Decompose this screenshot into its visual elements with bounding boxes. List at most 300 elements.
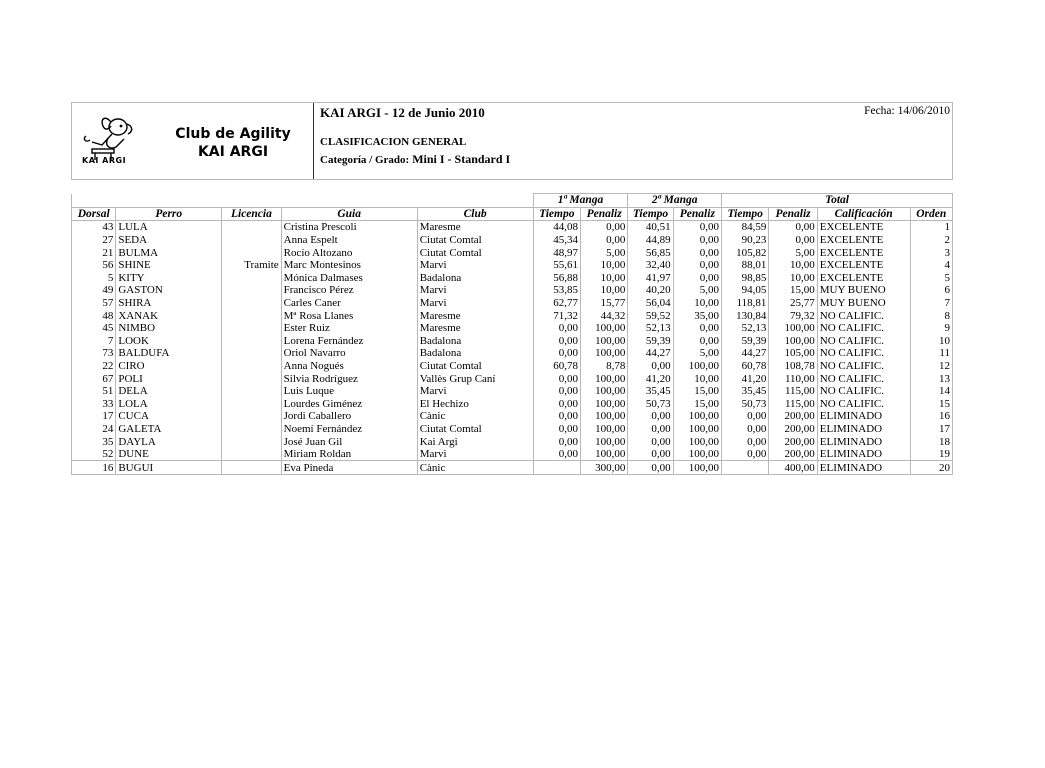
cell-club: Ciutat Comtal xyxy=(417,360,533,373)
cell-calificacion: EXCELENTE xyxy=(817,259,910,272)
cell-penaliz2: 10,00 xyxy=(673,372,721,385)
cell-guia: Ester Ruiz xyxy=(281,322,417,335)
cell-perro: LOLA xyxy=(116,398,222,411)
cell-guia: Silvia Rodríguez xyxy=(281,372,417,385)
cell-penaliz2: 100,00 xyxy=(673,410,721,423)
col-header-penaliz-total: Penaliz xyxy=(769,207,817,221)
col-header-tiempo-total: Tiempo xyxy=(722,207,769,221)
cell-orden: 4 xyxy=(910,259,953,272)
cell-tiempo1: 56,88 xyxy=(533,272,580,285)
cell-guia: Oriol Navarro xyxy=(281,347,417,360)
cell-dorsal: 16 xyxy=(72,461,116,475)
cell-penaliz2: 100,00 xyxy=(673,435,721,448)
cell-penaliz2: 100,00 xyxy=(673,461,721,475)
cell-tiempo-total: 84,59 xyxy=(722,221,769,234)
cell-guia: Mónica Dalmases xyxy=(281,272,417,285)
cell-orden: 7 xyxy=(910,297,953,310)
cell-club: El Hechizo xyxy=(417,398,533,411)
cell-orden: 17 xyxy=(910,423,953,436)
cell-penaliz1: 100,00 xyxy=(580,398,627,411)
cell-guia: Mª Rosa Llanes xyxy=(281,309,417,322)
cell-tiempo1: 48,97 xyxy=(533,246,580,259)
cell-penaliz-total: 200,00 xyxy=(769,410,817,423)
cell-tiempo-total: 0,00 xyxy=(722,435,769,448)
cell-licencia xyxy=(222,410,281,423)
cell-dorsal: 21 xyxy=(72,246,116,259)
cell-guia: Luis Luque xyxy=(281,385,417,398)
cell-licencia xyxy=(222,360,281,373)
cell-perro: DAYLA xyxy=(116,435,222,448)
cell-tiempo2: 0,00 xyxy=(628,448,673,461)
cell-dorsal: 24 xyxy=(72,423,116,436)
cell-penaliz1: 100,00 xyxy=(580,410,627,423)
table-row xyxy=(72,410,953,423)
cell-dorsal: 73 xyxy=(72,347,116,360)
table-row xyxy=(72,284,953,297)
cell-perro: BALDUFA xyxy=(116,347,222,360)
cell-penaliz1: 100,00 xyxy=(580,423,627,436)
report-subtitle: CLASIFICACION GENERAL xyxy=(320,136,467,148)
cell-tiempo2: 0,00 xyxy=(628,360,673,373)
cell-calificacion: NO CALIFIC. xyxy=(817,360,910,373)
cell-club: Marvi xyxy=(417,259,533,272)
cell-calificacion: NO CALIFIC. xyxy=(817,398,910,411)
cell-dorsal: 22 xyxy=(72,360,116,373)
category-line xyxy=(320,152,510,167)
cell-licencia xyxy=(222,423,281,436)
cell-penaliz-total: 79,32 xyxy=(769,309,817,322)
cell-penaliz1: 10,00 xyxy=(580,259,627,272)
cell-penaliz-total: 110,00 xyxy=(769,372,817,385)
cell-orden: 9 xyxy=(910,322,953,335)
cell-club: Marvi xyxy=(417,297,533,310)
cell-penaliz-total: 0,00 xyxy=(769,234,817,247)
cell-licencia xyxy=(222,385,281,398)
cell-dorsal: 48 xyxy=(72,309,116,322)
cell-penaliz-total: 400,00 xyxy=(769,461,817,475)
cell-tiempo2: 40,51 xyxy=(628,221,673,234)
col-header-tiempo2: Tiempo xyxy=(628,207,673,221)
cell-calificacion: ELIMINADO xyxy=(817,423,910,436)
cell-tiempo-total: 90,23 xyxy=(722,234,769,247)
table-row xyxy=(72,335,953,348)
table-row xyxy=(72,297,953,310)
cell-tiempo1 xyxy=(533,461,580,475)
group-header-blank xyxy=(72,194,534,208)
cell-penaliz-total: 15,00 xyxy=(769,284,817,297)
cell-penaliz1: 10,00 xyxy=(580,284,627,297)
cell-perro: LULA xyxy=(116,221,222,234)
cell-penaliz1: 100,00 xyxy=(580,322,627,335)
cell-tiempo-total xyxy=(722,461,769,475)
cell-penaliz2: 0,00 xyxy=(673,272,721,285)
cell-guia: Lourdes Giménez xyxy=(281,398,417,411)
cell-licencia xyxy=(222,309,281,322)
cell-penaliz2: 5,00 xyxy=(673,347,721,360)
cell-penaliz1: 100,00 xyxy=(580,385,627,398)
table-row xyxy=(72,398,953,411)
cell-perro: SEDA xyxy=(116,234,222,247)
cell-tiempo-total: 118,81 xyxy=(722,297,769,310)
results-table xyxy=(71,193,953,475)
cell-tiempo1: 0,00 xyxy=(533,372,580,385)
cell-penaliz-total: 115,00 xyxy=(769,398,817,411)
cell-club: Marvi xyxy=(417,284,533,297)
cell-penaliz2: 10,00 xyxy=(673,297,721,310)
cell-tiempo2: 44,27 xyxy=(628,347,673,360)
cell-dorsal: 49 xyxy=(72,284,116,297)
table-row xyxy=(72,221,953,234)
cell-tiempo-total: 44,27 xyxy=(722,347,769,360)
cell-tiempo2: 32,40 xyxy=(628,259,673,272)
cell-tiempo1: 0,00 xyxy=(533,322,580,335)
cell-penaliz1: 300,00 xyxy=(580,461,627,475)
cell-orden: 10 xyxy=(910,335,953,348)
cell-licencia xyxy=(222,272,281,285)
cell-licencia xyxy=(222,234,281,247)
cell-calificacion: MUY BUENO xyxy=(817,297,910,310)
results-body xyxy=(72,221,953,475)
cell-perro: NIMBO xyxy=(116,322,222,335)
cell-tiempo-total: 41,20 xyxy=(722,372,769,385)
cell-calificacion: EXCELENTE xyxy=(817,221,910,234)
cell-tiempo1: 0,00 xyxy=(533,398,580,411)
cell-calificacion: NO CALIFIC. xyxy=(817,335,910,348)
cell-penaliz2: 5,00 xyxy=(673,284,721,297)
cell-dorsal: 27 xyxy=(72,234,116,247)
cell-penaliz2: 0,00 xyxy=(673,221,721,234)
cell-dorsal: 51 xyxy=(72,385,116,398)
table-row xyxy=(72,246,953,259)
cell-perro: SHIRA xyxy=(116,297,222,310)
cell-orden: 11 xyxy=(910,347,953,360)
date-label: Fecha: xyxy=(864,105,895,117)
cell-tiempo-total: 94,05 xyxy=(722,284,769,297)
group-header-manga1: 1ª Manga xyxy=(533,194,628,208)
cell-penaliz1: 100,00 xyxy=(580,347,627,360)
table-row xyxy=(72,360,953,373)
cell-licencia xyxy=(222,347,281,360)
cell-orden: 18 xyxy=(910,435,953,448)
cell-penaliz2: 0,00 xyxy=(673,259,721,272)
cell-licencia xyxy=(222,398,281,411)
cell-calificacion: ELIMINADO xyxy=(817,448,910,461)
col-header-perro: Perro xyxy=(116,207,222,221)
cell-penaliz-total: 10,00 xyxy=(769,272,817,285)
cell-licencia xyxy=(222,297,281,310)
cell-licencia xyxy=(222,322,281,335)
cell-club: Vallès Grup Caní xyxy=(417,372,533,385)
cell-calificacion: ELIMINADO xyxy=(817,410,910,423)
cell-tiempo1: 62,77 xyxy=(533,297,580,310)
cell-dorsal: 52 xyxy=(72,448,116,461)
cell-penaliz2: 100,00 xyxy=(673,360,721,373)
cell-tiempo2: 44,89 xyxy=(628,234,673,247)
cell-dorsal: 17 xyxy=(72,410,116,423)
cell-tiempo1: 0,00 xyxy=(533,335,580,348)
report-header xyxy=(71,102,953,180)
cell-penaliz-total: 200,00 xyxy=(769,448,817,461)
cell-tiempo2: 35,45 xyxy=(628,385,673,398)
cell-perro: KITY xyxy=(116,272,222,285)
cell-club: Cànic xyxy=(417,410,533,423)
cell-penaliz-total: 100,00 xyxy=(769,335,817,348)
cell-penaliz2: 100,00 xyxy=(673,423,721,436)
cell-guia: Eva Pineda xyxy=(281,461,417,475)
cell-tiempo1: 0,00 xyxy=(533,410,580,423)
cell-tiempo2: 0,00 xyxy=(628,435,673,448)
cell-club: Ciutat Comtal xyxy=(417,246,533,259)
table-row xyxy=(72,309,953,322)
table-row xyxy=(72,347,953,360)
table-row xyxy=(72,423,953,436)
col-header-guia: Guia xyxy=(281,207,417,221)
col-header-licencia: Licencia xyxy=(222,207,281,221)
cell-club: Maresme xyxy=(417,309,533,322)
cell-tiempo-total: 0,00 xyxy=(722,410,769,423)
table-row xyxy=(72,322,953,335)
cell-perro: POLI xyxy=(116,372,222,385)
cell-penaliz1: 44,32 xyxy=(580,309,627,322)
cell-penaliz-total: 105,00 xyxy=(769,347,817,360)
cell-penaliz-total: 100,00 xyxy=(769,322,817,335)
cell-tiempo2: 59,52 xyxy=(628,309,673,322)
table-row xyxy=(72,448,953,461)
cell-tiempo2: 50,73 xyxy=(628,398,673,411)
cell-tiempo2: 56,85 xyxy=(628,246,673,259)
col-header-club: Club xyxy=(417,207,533,221)
cell-calificacion: NO CALIFIC. xyxy=(817,372,910,385)
cell-guia: Anna Espelt xyxy=(281,234,417,247)
cell-penaliz1: 10,00 xyxy=(580,272,627,285)
table-row xyxy=(72,435,953,448)
cell-tiempo-total: 88,01 xyxy=(722,259,769,272)
cell-club: Marvi xyxy=(417,448,533,461)
cell-penaliz2: 15,00 xyxy=(673,385,721,398)
cell-penaliz1: 0,00 xyxy=(580,234,627,247)
cell-orden: 2 xyxy=(910,234,953,247)
cell-licencia xyxy=(222,372,281,385)
cell-orden: 5 xyxy=(910,272,953,285)
cell-tiempo2: 40,20 xyxy=(628,284,673,297)
cell-orden: 16 xyxy=(910,410,953,423)
cell-penaliz1: 100,00 xyxy=(580,372,627,385)
date-value: 14/06/2010 xyxy=(897,105,950,117)
cell-tiempo2: 0,00 xyxy=(628,461,673,475)
cell-penaliz1: 100,00 xyxy=(580,335,627,348)
cell-tiempo1: 71,32 xyxy=(533,309,580,322)
cell-club: Badalona xyxy=(417,272,533,285)
cell-penaliz2: 0,00 xyxy=(673,335,721,348)
cell-tiempo-total: 59,39 xyxy=(722,335,769,348)
cell-tiempo2: 0,00 xyxy=(628,410,673,423)
cell-penaliz-total: 10,00 xyxy=(769,259,817,272)
cell-calificacion: ELIMINADO xyxy=(817,461,910,475)
cell-penaliz-total: 200,00 xyxy=(769,423,817,436)
cell-dorsal: 57 xyxy=(72,297,116,310)
col-header-tiempo1: Tiempo xyxy=(533,207,580,221)
cell-penaliz2: 35,00 xyxy=(673,309,721,322)
cell-tiempo-total: 0,00 xyxy=(722,448,769,461)
cell-dorsal: 67 xyxy=(72,372,116,385)
club-logo-box xyxy=(72,103,314,179)
report-date xyxy=(864,105,950,117)
cell-penaliz2: 0,00 xyxy=(673,322,721,335)
cell-perro: CIRO xyxy=(116,360,222,373)
cell-licencia xyxy=(222,246,281,259)
cell-orden: 1 xyxy=(910,221,953,234)
cell-guia: Miriam Roldan xyxy=(281,448,417,461)
table-row xyxy=(72,234,953,247)
cell-tiempo1: 53,85 xyxy=(533,284,580,297)
cell-calificacion: NO CALIFIC. xyxy=(817,309,910,322)
cell-licencia xyxy=(222,221,281,234)
cell-penaliz2: 100,00 xyxy=(673,448,721,461)
cell-calificacion: NO CALIFIC. xyxy=(817,322,910,335)
cell-guia: Cristina Prescoli xyxy=(281,221,417,234)
logo-text: KAI ARGI xyxy=(82,156,127,165)
event-title: KAI ARGI - 12 de Junio 2010 xyxy=(320,105,485,120)
cell-club: Ciutat Comtal xyxy=(417,234,533,247)
cell-perro: DUNE xyxy=(116,448,222,461)
group-header-total: Total xyxy=(722,194,953,208)
cell-penaliz-total: 5,00 xyxy=(769,246,817,259)
cell-penaliz1: 8,78 xyxy=(580,360,627,373)
group-header-row xyxy=(72,194,953,208)
cell-perro: LOOK xyxy=(116,335,222,348)
cell-dorsal: 33 xyxy=(72,398,116,411)
table-row xyxy=(72,259,953,272)
cell-guia: José Juan Gil xyxy=(281,435,417,448)
cell-perro: GASTON xyxy=(116,284,222,297)
cell-dorsal: 43 xyxy=(72,221,116,234)
cell-orden: 8 xyxy=(910,309,953,322)
cell-calificacion: EXCELENTE xyxy=(817,246,910,259)
cell-licencia xyxy=(222,335,281,348)
cell-tiempo2: 41,20 xyxy=(628,372,673,385)
col-header-penaliz2: Penaliz xyxy=(673,207,721,221)
cell-dorsal: 7 xyxy=(72,335,116,348)
cell-orden: 20 xyxy=(910,461,953,475)
cell-guia: Marc Montesinos xyxy=(281,259,417,272)
group-header-manga2: 2ª Manga xyxy=(628,194,722,208)
cell-club: Maresme xyxy=(417,322,533,335)
cell-club: Cànic xyxy=(417,461,533,475)
col-header-calificacion: Calificación xyxy=(817,207,910,221)
cell-tiempo1: 0,00 xyxy=(533,423,580,436)
cell-guia: Francisco Pérez xyxy=(281,284,417,297)
cell-tiempo-total: 35,45 xyxy=(722,385,769,398)
col-header-dorsal: Dorsal xyxy=(72,207,116,221)
cell-perro: BULMA xyxy=(116,246,222,259)
cell-tiempo1: 55,61 xyxy=(533,259,580,272)
cell-tiempo2: 56,04 xyxy=(628,297,673,310)
cell-perro: XANAK xyxy=(116,309,222,322)
cell-club: Maresme xyxy=(417,221,533,234)
cell-calificacion: NO CALIFIC. xyxy=(817,347,910,360)
cell-perro: BUGUI xyxy=(116,461,222,475)
cell-guia: Rocío Altozano xyxy=(281,246,417,259)
table-row xyxy=(72,385,953,398)
cell-tiempo-total: 130,84 xyxy=(722,309,769,322)
cell-licencia xyxy=(222,284,281,297)
cell-tiempo-total: 50,73 xyxy=(722,398,769,411)
cell-tiempo2: 52,13 xyxy=(628,322,673,335)
cell-tiempo-total: 0,00 xyxy=(722,423,769,436)
cell-tiempo-total: 98,85 xyxy=(722,272,769,285)
cell-penaliz1: 100,00 xyxy=(580,435,627,448)
cell-club: Badalona xyxy=(417,335,533,348)
cell-penaliz1: 100,00 xyxy=(580,448,627,461)
cell-orden: 12 xyxy=(910,360,953,373)
cell-dorsal: 35 xyxy=(72,435,116,448)
cell-orden: 13 xyxy=(910,372,953,385)
cell-tiempo-total: 52,13 xyxy=(722,322,769,335)
table-row xyxy=(72,461,953,475)
cell-licencia xyxy=(222,461,281,475)
cell-tiempo-total: 60,78 xyxy=(722,360,769,373)
cell-perro: GALETA xyxy=(116,423,222,436)
cell-penaliz1: 15,77 xyxy=(580,297,627,310)
cell-dorsal: 5 xyxy=(72,272,116,285)
cell-club: Kai Argi xyxy=(417,435,533,448)
col-header-penaliz1: Penaliz xyxy=(580,207,627,221)
cell-calificacion: ELIMINADO xyxy=(817,435,910,448)
category-value: Mini I - Standard I xyxy=(412,152,511,166)
cell-penaliz2: 15,00 xyxy=(673,398,721,411)
cell-penaliz-total: 108,78 xyxy=(769,360,817,373)
cell-orden: 6 xyxy=(910,284,953,297)
cell-club: Badalona xyxy=(417,347,533,360)
cell-perro: CUCA xyxy=(116,410,222,423)
cell-penaliz-total: 115,00 xyxy=(769,385,817,398)
cell-tiempo2: 41,97 xyxy=(628,272,673,285)
cell-calificacion: NO CALIFIC. xyxy=(817,385,910,398)
cell-penaliz-total: 200,00 xyxy=(769,435,817,448)
cell-tiempo2: 59,39 xyxy=(628,335,673,348)
category-label: Categoría / Grado: xyxy=(320,154,410,166)
cell-guia: Noemí Fernández xyxy=(281,423,417,436)
club-name xyxy=(168,125,298,161)
cell-dorsal: 56 xyxy=(72,259,116,272)
cell-club: Ciutat Comtal xyxy=(417,423,533,436)
cell-penaliz2: 0,00 xyxy=(673,234,721,247)
cell-licencia: Tramite xyxy=(222,259,281,272)
cell-penaliz1: 5,00 xyxy=(580,246,627,259)
cell-tiempo1: 44,08 xyxy=(533,221,580,234)
cell-tiempo2: 0,00 xyxy=(628,423,673,436)
club-name-line1: Club de Agility xyxy=(175,126,291,142)
cell-tiempo1: 0,00 xyxy=(533,448,580,461)
cell-guia: Anna Nogués xyxy=(281,360,417,373)
col-header-orden: Orden xyxy=(910,207,953,221)
cell-guia: Carles Caner xyxy=(281,297,417,310)
cell-orden: 3 xyxy=(910,246,953,259)
column-header-row xyxy=(72,207,953,221)
cell-perro: SHINE xyxy=(116,259,222,272)
cell-orden: 15 xyxy=(910,398,953,411)
cell-calificacion: EXCELENTE xyxy=(817,234,910,247)
cell-tiempo1: 60,78 xyxy=(533,360,580,373)
cell-tiempo-total: 105,82 xyxy=(722,246,769,259)
cell-licencia xyxy=(222,448,281,461)
cell-calificacion: EXCELENTE xyxy=(817,272,910,285)
club-name-line2: KAI ARGI xyxy=(197,144,269,160)
table-row xyxy=(72,372,953,385)
cell-licencia xyxy=(222,435,281,448)
cell-tiempo1: 0,00 xyxy=(533,347,580,360)
cell-guia: Lorena Fernández xyxy=(281,335,417,348)
